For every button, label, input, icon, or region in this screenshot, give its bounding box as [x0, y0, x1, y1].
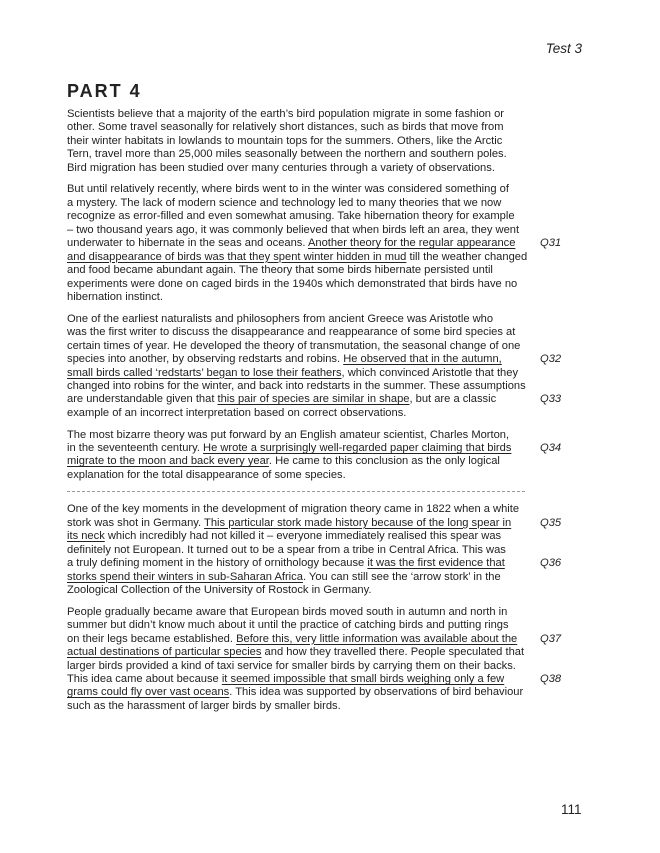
text-segment: experiments were done on caged birds in the 1940s which demonstrated that birds have no	[67, 277, 518, 290]
text-line	[67, 367, 587, 380]
text-line	[67, 278, 587, 291]
text-line	[67, 557, 587, 570]
text-line	[67, 326, 587, 339]
text-segment: certain times of year. He developed the theory of transmutation, the seasonal change of one	[67, 339, 521, 352]
text-line	[67, 469, 587, 482]
question-marker: Q35	[540, 516, 562, 529]
text-line	[67, 429, 587, 442]
question-marker: Q38	[540, 672, 562, 685]
text-segment: One of the earliest naturalists and philosophers from ancient Greece was Aristotle who	[67, 312, 494, 325]
text-line	[67, 162, 587, 175]
text-segment: in the seventeenth century.	[67, 441, 204, 454]
text-line	[67, 673, 587, 686]
text-segment: Tern, travel more than 25,000 miles seasonally between the northern and southern poles.	[67, 148, 507, 161]
text-line	[67, 380, 587, 393]
text-line	[67, 442, 587, 455]
text-segment: This idea came about because	[67, 672, 222, 685]
underlined-answer-text: actual destinations of particular species	[67, 646, 262, 659]
text-segment: People gradually became aware that European birds moved south in autumn and north in	[67, 605, 508, 618]
text-segment: . You can still see the ‘arrow stork’ in the	[302, 570, 501, 583]
text-segment: Scientists believe that a majority of the earth’s bird population migrate in some fashion or	[67, 108, 504, 120]
paragraph	[67, 606, 587, 714]
text-segment: such as the harassment of larger birds by smaller birds.	[67, 699, 341, 712]
text-segment: , which convinced Aristotle that they	[341, 366, 519, 379]
text-segment: summer but didn’t know much about it until the practice of catching birds and putting rings	[67, 619, 509, 632]
text-line	[67, 606, 587, 619]
underlined-answer-text: it seemed impossible that small birds weighing only a few	[221, 672, 505, 685]
text-segment: species into another, by observing redstarts and robins.	[67, 353, 344, 366]
text-line	[67, 108, 587, 121]
text-segment: larger birds provided a kind of taxi service for smaller birds by carrying them on their backs.	[67, 659, 516, 672]
text-line	[67, 530, 587, 543]
text-segment: and how they travelled there. People speculated that	[261, 646, 525, 659]
test-label: Test 3	[545, 41, 582, 56]
paragraph	[67, 313, 587, 421]
question-marker: Q34	[540, 441, 562, 454]
text-line	[67, 183, 587, 196]
text-line	[67, 407, 587, 420]
text-segment: and food became abundant again. The theory that some birds hibernate persisted until	[67, 264, 493, 277]
part-title: PART 4	[67, 81, 142, 101]
question-marker: Q37	[540, 632, 562, 645]
text-segment: Bird migration has been studied over many centuries through a variety of observations.	[67, 161, 495, 174]
text-segment: underwater to hibernate in the seas and oceans.	[67, 237, 308, 250]
text-segment: hibernation instinct.	[67, 291, 163, 304]
text-segment: till the weather changed	[406, 250, 528, 263]
text-line	[67, 503, 587, 516]
text-line	[67, 571, 587, 584]
text-line	[67, 291, 587, 304]
text-line	[67, 264, 587, 277]
text-line	[67, 660, 587, 673]
text-segment: on their legs became established.	[67, 632, 237, 645]
text-line	[67, 237, 587, 250]
underlined-answer-text: Another theory for the regular appearance	[307, 237, 516, 250]
paragraph	[67, 108, 587, 175]
text-line	[67, 619, 587, 632]
underlined-answer-text: This particular stork made history because of the long spear in	[204, 516, 512, 529]
text-line	[67, 313, 587, 326]
question-marker: Q32	[540, 353, 562, 366]
text-segment: a truly defining moment in the history of ornithology because	[67, 557, 368, 570]
text-segment: recognize as error-filled and even somewhat amusing. Take hibernation theory for example	[67, 210, 515, 223]
text-segment: Zoological Collection of the University of Rostock in Germany.	[67, 584, 372, 597]
section-divider	[67, 491, 525, 492]
text-segment: was the first writer to discuss the disappearance and reappearance of some bird species at	[67, 326, 516, 339]
text-line	[67, 646, 587, 659]
text-line	[67, 340, 587, 353]
question-marker: Q33	[540, 393, 562, 406]
text-line	[67, 393, 587, 406]
underlined-answer-text: small birds called ‘redstarts’ began to lose their feathers	[67, 366, 342, 379]
text-line	[67, 584, 587, 597]
underlined-answer-text: Before this, very little information was available about the	[236, 632, 518, 645]
paragraph	[67, 429, 587, 483]
question-marker: Q36	[540, 557, 562, 570]
text-segment: are understandable given that	[67, 393, 218, 406]
text-line	[67, 121, 587, 134]
passage-body	[67, 108, 587, 722]
underlined-answer-text: He observed that in the autumn,	[343, 353, 502, 366]
text-line	[67, 517, 587, 530]
text-segment: other. Some travel seasonally for relatively short distances, such as birds that move from	[67, 121, 504, 134]
question-marker: Q31	[540, 237, 562, 250]
text-line	[67, 251, 587, 264]
paragraph	[67, 503, 587, 597]
underlined-answer-text: this pair of species are similar in shape	[217, 393, 410, 406]
text-line	[67, 148, 587, 161]
text-segment: – two thousand years ago, it was commonly believed that when birds left an area, they went	[67, 223, 520, 236]
text-line	[67, 686, 587, 699]
text-segment: But until relatively recently, where birds went to in the winter was considered something of	[67, 183, 509, 196]
text-segment: example of an incorrect interpretation based on correct observations.	[67, 406, 407, 419]
text-segment: One of the key moments in the development of migration theory came in 1822 when a white	[67, 503, 520, 516]
text-line	[67, 353, 587, 366]
text-segment: . This idea was supported by observations of bird behaviour	[229, 686, 524, 699]
paragraph	[67, 183, 587, 304]
text-segment: changed into robins for the winter, and back into redstarts in the summer. These assumptions	[67, 379, 526, 392]
underlined-answer-text: He wrote a surprisingly well-regarded paper claiming that birds	[203, 441, 512, 454]
text-line	[67, 197, 587, 210]
underlined-answer-text: it was the first evidence that	[367, 557, 505, 570]
text-line	[67, 135, 587, 148]
text-segment: The most bizarre theory was put forward by an English amateur scientist, Charles Morton,	[67, 428, 510, 441]
text-line	[67, 455, 587, 468]
text-segment: . He came to this conclusion as the only logical	[268, 455, 500, 468]
text-segment: their winter habitats in lowlands to mountain tops for the summers. Others, like the Arctic	[67, 134, 503, 147]
underlined-answer-text: migrate to the moon and back every year	[67, 455, 269, 468]
underlined-answer-text: storks spend their winters in sub-Saharan Africa	[67, 570, 303, 583]
text-segment: stork was shot in Germany.	[67, 516, 205, 529]
text-line	[67, 210, 587, 223]
text-line	[67, 633, 587, 646]
underlined-answer-text: grams could fly over vast oceans	[67, 686, 230, 699]
text-segment: a mystery. The lack of modern science and technology led to many theories that we now	[67, 196, 502, 209]
text-line	[67, 224, 587, 237]
text-segment: which incredibly had not killed it – everyone immediately realised this spear was	[104, 530, 502, 543]
text-segment: explanation for the total disappearance of some species.	[67, 468, 346, 481]
text-segment: , but are a classic	[409, 393, 497, 406]
underlined-answer-text: and disappearance of birds was that they spent winter hidden in mud	[67, 250, 407, 263]
underlined-answer-text: its neck	[67, 530, 105, 543]
text-line	[67, 544, 587, 557]
text-segment: definitely not European. It turned out to be a spear from a tribe in Central Africa. This was	[67, 543, 506, 556]
text-line	[67, 700, 587, 713]
page-number: 111	[561, 802, 582, 817]
